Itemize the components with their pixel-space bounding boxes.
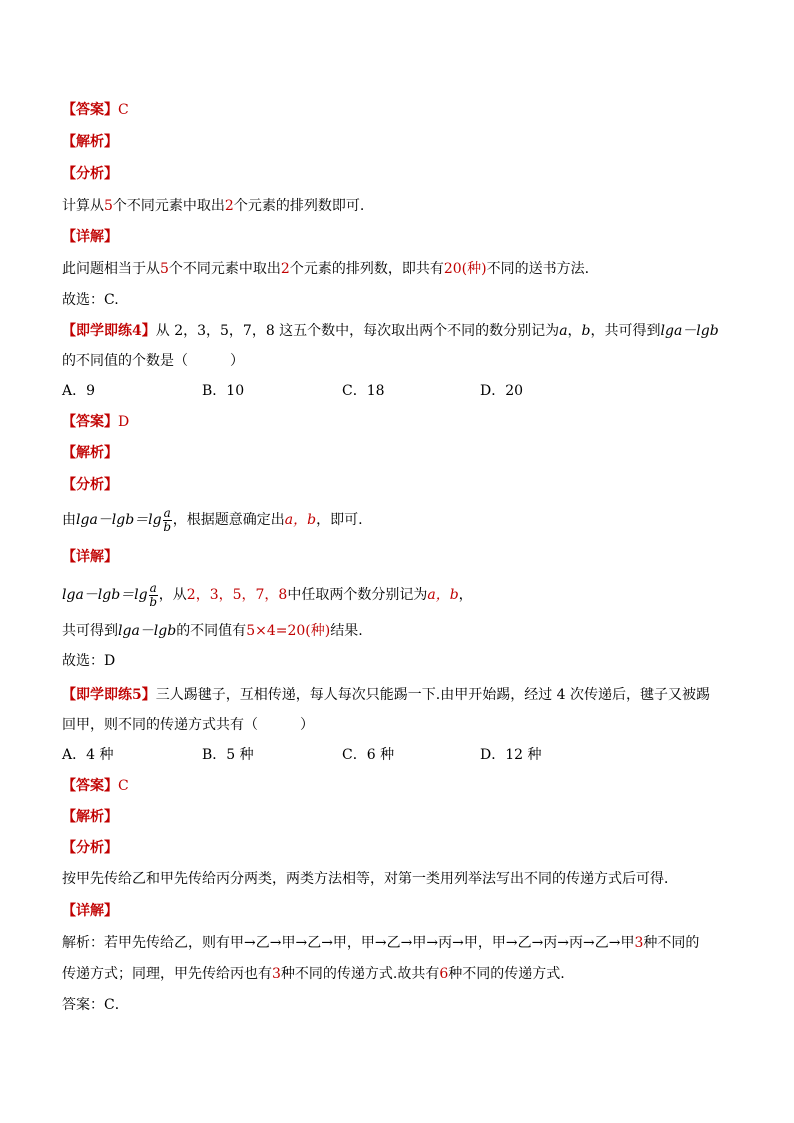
guxuan-q4: 故选：D — [62, 653, 116, 669]
option-b: B．10 — [202, 383, 245, 399]
fenxi-text-q4: 由lga－lgb＝lg $\frac{a}{b}$ ，根据题意确定出a，b，即可. — [62, 505, 363, 534]
option-a: A．9 — [62, 383, 96, 399]
question-tag: 【即学即练4】 — [62, 323, 156, 339]
question-stem-q4-line2: 的不同值的个数是（ ） — [62, 353, 244, 369]
option-d: D．12 种 — [480, 747, 542, 763]
jiexi-label: 【解析】 — [62, 809, 118, 825]
question-stem-q4: 【即学即练4】从 2，3，5，7，8 这五个数中，每次取出两个不同的数分别记为a，b，共可得到lga－lgb — [62, 323, 719, 339]
xiangjie-text-q5-line2: 传递方式；同理，甲先传给丙也有3种不同的传递方式.故共有6种不同的传递方式. — [62, 966, 565, 982]
jiexi-label: 【解析】 — [62, 134, 118, 150]
question-tag: 【即学即练5】 — [62, 687, 156, 703]
answer-line-q4: 【答案】D — [62, 414, 130, 430]
xiangjie-label: 【详解】 — [62, 229, 118, 245]
fraction-a-over-b: $\frac{a}{b}$ — [163, 505, 172, 534]
jiexi-label: 【解析】 — [62, 445, 118, 461]
xiangjie-text-q4-line1: lga－lgb＝lg $\frac{a}{b}$ ，从2，3，5，7，8中任取两个数分别记为a，b， — [62, 580, 473, 609]
option-c: C．18 — [342, 383, 385, 399]
option-c: C．6 种 — [342, 747, 395, 763]
xiangjie-label: 【详解】 — [62, 549, 118, 565]
guxuan-q3: 故选：C. — [62, 292, 119, 308]
fenxi-text-q5: 按甲先传给乙和甲先传给丙分两类，两类方法相等，对第一类用列举法写出不同的传递方式后可得． — [62, 871, 678, 887]
answer-line-q5: 【答案】C — [62, 778, 129, 794]
answer-line-q3 — [62, 101, 129, 119]
daan-q5: 答案：C． — [62, 997, 129, 1013]
xiangjie-label: 【详解】 — [62, 903, 118, 919]
xiangjie-text-q4-line2: 共可得到lga－lgb的不同值有5×4=20(种)结果. — [62, 623, 363, 639]
options-q5 — [62, 746, 542, 764]
xiangjie-text-q3: 此问题相当于从5个不同元素中取出2个元素的排列数，即共有20(种)不同的送书方法. — [62, 261, 590, 277]
option-d: D．20 — [480, 383, 524, 399]
option-a: A．4 种 — [62, 747, 114, 763]
fenxi-label: 【分析】 — [62, 840, 118, 856]
question-stem-q5: 【即学即练5】三人踢毽子，互相传递，每人每次只能踢一下.由甲开始踢，经过 4 次传递后，毽子又被踢 — [62, 687, 711, 703]
fenxi-label: 【分析】 — [62, 477, 118, 493]
fenxi-label: 【分析】 — [62, 166, 118, 182]
fraction-a-over-b: $\frac{a}{b}$ — [149, 580, 158, 609]
fenxi-text-q3: 计算从5个不同元素中取出2个元素的排列数即可. — [62, 198, 365, 214]
option-b: B．5 种 — [202, 747, 254, 763]
question-stem-q5-line2: 回甲，则不同的传递方式共有（ ） — [62, 717, 314, 733]
xiangjie-text-q5-line1: 解析：若甲先传给乙，则有甲→乙→甲→乙→甲，甲→乙→甲→丙→甲，甲→乙→丙→丙→乙→甲3种不同的 — [62, 935, 700, 951]
answer-label: 【答案】 — [62, 102, 118, 118]
options-q4 — [62, 382, 523, 400]
answer-value: C — [118, 102, 129, 118]
